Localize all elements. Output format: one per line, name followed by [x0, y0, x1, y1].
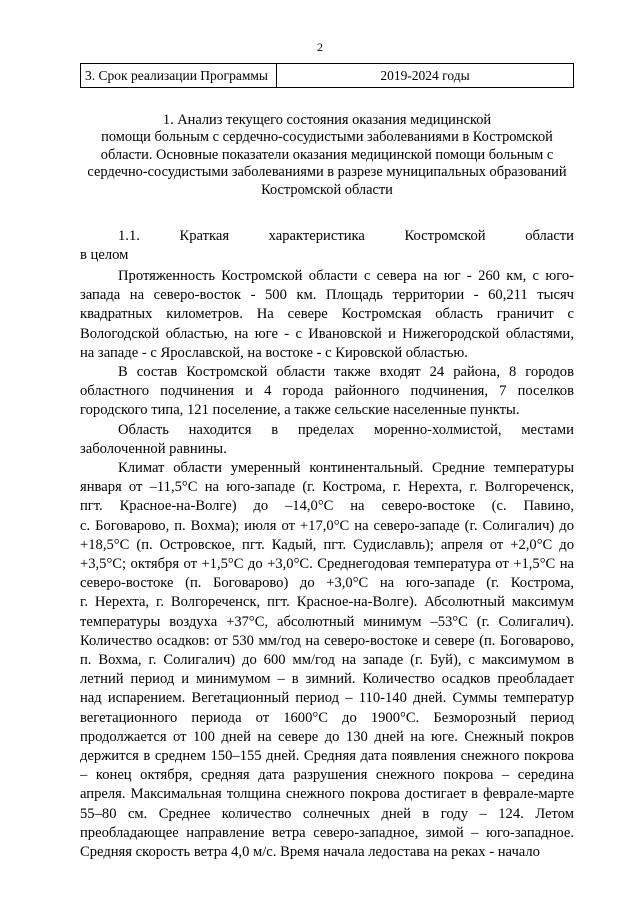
text-line: +3,5°С; октября от +1,5°С до +3,0°С. Среднегодовая температура от +1,5°С на	[80, 556, 574, 573]
text-line: преобладающее направление ветра северо-западное, зимой – юго-западное.	[80, 824, 574, 841]
text-line: – конец октября, средняя дата разрушения снежного покрова – середина	[80, 767, 574, 784]
section-title-line: 1. Анализ текущего состояния оказания медицинской	[162, 112, 492, 128]
text-line: апреля. Максимальная толщина снежного покрова достигает в феврале-марте	[80, 786, 574, 803]
section-title-line: Костромской области	[261, 181, 393, 198]
text-line: летний период и минимумом – в зимний. Количество осадков преобладает	[80, 671, 574, 688]
subsection-continuation: в целом	[80, 247, 129, 263]
subsection-word: характеристика	[268, 228, 365, 244]
subsection-heading	[80, 227, 574, 265]
text-line: вегетационного периода от 1600°С до 1900°С. Безморозный период	[80, 709, 574, 726]
text-line: городского типа, 121 поселение, а также сельские населенные пункты.	[80, 402, 520, 419]
text-line: областного подчинения и 4 города районного подчинения, 7 поселков	[80, 383, 574, 400]
paragraph-climate	[80, 459, 574, 862]
text-line: на западе - с Ярославской, на востоке - с Кировской областью.	[80, 344, 468, 361]
word: моренно-холмистой,	[373, 421, 502, 438]
word: местами	[521, 421, 574, 438]
text-line: +18,5°С (п. Островское, пгт. Кадый, пгт. Судиславль); апреля от +2,0°С до	[80, 536, 574, 553]
table-cell-label: 3. Срок реализации Программы	[81, 64, 277, 88]
text-line: с. Боговарово, п. Вохма); июля от +17,0°С на северо-западе (г. Солигалич) до	[80, 517, 574, 534]
text-line: северо-востоке (п. Боговарово) до +3,0°С на юго-западе (г. Кострома,	[80, 575, 574, 592]
body-text	[80, 267, 574, 862]
paragraph-relief	[80, 421, 574, 459]
text-line: температуры воздуха +37°С, абсолютный минимум –53°С (г. Солигалич).	[80, 613, 574, 630]
page-number: 2	[317, 40, 323, 54]
table-cell-value: 2019-2024 годы	[277, 64, 574, 88]
word: в	[271, 421, 279, 438]
paragraph-geography	[80, 267, 574, 363]
word: пределах	[297, 421, 355, 438]
paragraph-districts	[80, 363, 574, 421]
section-title-line: области. Основные показатели оказания медицинской помощи больным с	[100, 146, 554, 163]
text-line: пгт. Красное-на-Волге) до –14,0°С на северо-востоке (с. Павино,	[80, 498, 574, 515]
text-line: держится в среднем 150–155 дней. Средняя дата появления снежного покрова	[80, 748, 574, 765]
text-line: Протяженность Костромской области с севера на юг - 260 км, с юго-	[118, 268, 574, 284]
text-line: квадратных километров. На севере Костромская область граничит с	[80, 306, 574, 323]
text-line: заболоченной равнины.	[80, 440, 227, 457]
text-line: В состав Костромской области также входят 24 района, 8 городов	[118, 364, 574, 381]
text-line: Средняя скорость ветра 4,0 м/с. Время начала ледостава на реках - начало	[80, 844, 540, 861]
text-line: Количество осадков: от 530 мм/год на северо-востоке и севере (п. Боговарово,	[80, 632, 574, 649]
subsection-word: Краткая	[179, 228, 230, 244]
section-title-line: сердечно-сосудистыми заболеваниями в разрезе муниципальных образований	[87, 164, 567, 181]
program-info-table	[80, 63, 574, 88]
text-line: п. Вохма, г. Солигалич) до 600 мм/год на западе (г. Буй), с максимумом в	[80, 652, 574, 669]
text-line: над испарением. Вегетационный период – 110-140 дней. Суммы температур	[80, 690, 574, 707]
subsection-word: Костромской	[404, 228, 486, 244]
table-row	[81, 64, 574, 88]
section-title-line: помощи больным с сердечно-сосудистыми заболеваниями в Костромской	[101, 129, 553, 146]
text-line: продолжается от 100 дней на севере до 130 дней на юге. Снежный покров	[80, 728, 574, 745]
text-line: 55–80 см. Среднее количество солнечных дней в году – 124. Летом	[80, 805, 574, 822]
text-line: запада на северо-восток - 500 км. Площадь территории - 60,211 тысяч	[80, 287, 574, 304]
word: находится	[188, 421, 252, 438]
text-line: г. Нерехта, г. Волгореченск, пгт. Красное-на-Волге). Абсолютный максимум	[80, 594, 574, 611]
word: Область	[118, 421, 169, 438]
text-line: Вологодской областью, на юге - с Ивановской и Нижегородской областями,	[80, 325, 574, 342]
section-title	[80, 112, 574, 199]
subsection-word: области	[525, 228, 574, 244]
text-line: января от –11,5°С на юго-западе (г. Кострома, г. Нерехта, г. Волгореченск,	[80, 479, 574, 496]
subsection-number: 1.1.	[118, 228, 140, 244]
text-line	[80, 421, 574, 440]
text-line: Климат области умеренный континентальный. Средние температуры	[118, 460, 574, 477]
